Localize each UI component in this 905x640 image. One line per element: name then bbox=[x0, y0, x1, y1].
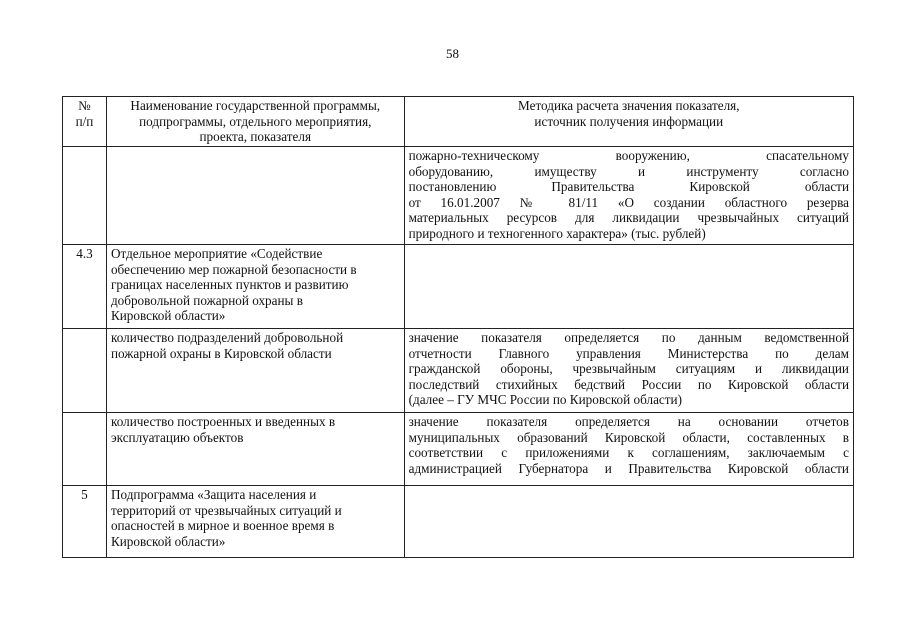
row-name-cell bbox=[106, 147, 404, 245]
row-method-line: значение показателя определяется на основании отчетов bbox=[408, 414, 849, 429]
row-name-line: Подпрограмма «Защита населения и bbox=[110, 487, 317, 502]
row-name-line: обеспечению мер пожарной безопасности в bbox=[110, 261, 357, 277]
header-num-cell bbox=[63, 97, 107, 147]
row-method-line: отчетности Главного управления Министерства по делам bbox=[408, 345, 849, 361]
table-row bbox=[63, 413, 854, 486]
row-name-line: количество подразделений добровольной bbox=[110, 330, 344, 345]
header-method-line-2: источник получения информации bbox=[534, 113, 724, 129]
row-method-line: пожарно-техническому вооружению, спасательному bbox=[408, 148, 849, 163]
row-name-line: границах населенных пунктов и развитию bbox=[110, 277, 349, 293]
row-name-line: Кировской области» bbox=[110, 533, 226, 549]
header-num-line-1: № bbox=[78, 98, 91, 113]
page-number: 58 bbox=[446, 46, 459, 61]
row-method-line: постановлению Правительства Кировской области bbox=[408, 179, 849, 195]
row-method-cell bbox=[404, 147, 853, 245]
row-method-line: администрацией Губернатора и Правительства Кировской области bbox=[408, 460, 849, 476]
row-method-cell bbox=[404, 245, 853, 329]
row-method-line: гражданской обороны, чрезвычайным ситуациям и ликвидации bbox=[408, 361, 849, 377]
row-method-cell bbox=[404, 486, 853, 558]
row-method-line: соответствии с приложениями к соглашениям, заключаемым с bbox=[408, 445, 849, 461]
header-method-cell bbox=[404, 97, 853, 147]
row-number-cell: 5 bbox=[63, 486, 107, 558]
row-name-line: количество построенных и введенных в bbox=[110, 414, 336, 429]
row-method-line: последствий стихийных бедствий России по Кировской области bbox=[408, 376, 849, 392]
header-name-line-1: Наименование государственной программы, bbox=[130, 98, 381, 113]
row-name-cell bbox=[106, 329, 404, 413]
row-number-cell: 4.3 bbox=[63, 245, 107, 329]
table-row bbox=[63, 329, 854, 413]
table-row bbox=[63, 486, 854, 558]
row-method-last-line: природного и техногенного характера» (тыс. рублей) bbox=[408, 225, 706, 241]
row-method-line: материальных ресурсов для ликвидации чрезвычайных ситуаций bbox=[408, 210, 849, 226]
row-name-cell bbox=[106, 486, 404, 558]
row-method-cell bbox=[404, 413, 853, 486]
row-name-cell bbox=[106, 413, 404, 486]
table-row bbox=[63, 245, 854, 329]
header-method-line-1: Методика расчета значения показателя, bbox=[518, 98, 740, 113]
row-method-line: муниципальных образований Кировской области, составленных в bbox=[408, 429, 849, 445]
row-name-line: Отдельное мероприятие «Содействие bbox=[110, 246, 323, 261]
row-number-cell bbox=[63, 147, 107, 245]
row-method-last-line: (далее – ГУ МЧС России по Кировской области) bbox=[408, 392, 682, 408]
row-number-cell bbox=[63, 413, 107, 486]
row-name-line: опасностей в мирное и военное время в bbox=[110, 518, 335, 534]
row-name-cell bbox=[106, 245, 404, 329]
header-name-cell bbox=[106, 97, 404, 147]
row-name-line: эксплуатацию объектов bbox=[110, 429, 244, 445]
row-method-line: оборудованию, имуществу и инструменту согласно bbox=[408, 163, 849, 179]
row-method-line: значение показателя определяется по данным ведомственной bbox=[408, 330, 849, 345]
row-name-line: территорий от чрезвычайных ситуаций и bbox=[110, 502, 342, 518]
row-number-cell bbox=[63, 329, 107, 413]
table-row bbox=[63, 147, 854, 245]
header-num-line-2: п/п bbox=[75, 113, 94, 129]
row-method-line: от 16.01.2007 № 81/11 «О создании областного резерва bbox=[408, 194, 849, 210]
header-name-line-2: подпрограммы, отдельного мероприятия, bbox=[139, 113, 372, 129]
row-name-line: добровольной пожарной охраны в bbox=[110, 292, 303, 308]
methodology-table bbox=[62, 96, 854, 558]
row-name-line: Кировской области» bbox=[110, 308, 226, 324]
row-method-cell bbox=[404, 329, 853, 413]
table-header-row bbox=[63, 97, 854, 147]
header-name-line-3: проекта, показателя bbox=[199, 129, 312, 145]
row-name-line: пожарной охраны в Кировской области bbox=[110, 345, 332, 361]
